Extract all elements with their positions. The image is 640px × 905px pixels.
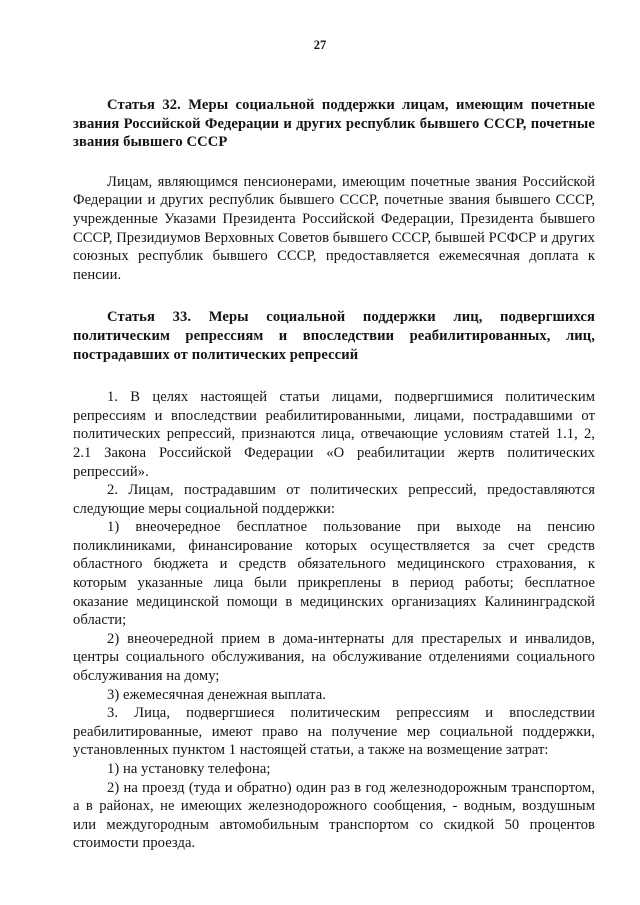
article-33-clause-3-item-2: 2) на проезд (туда и обратно) один раз в год железнодорожным транспортом, а в районах, не имеющих железнодорожного сообщения, - водным, воздушным или междугородным автомобильным транспортом со скидкой 50 процентов стоимости проезда. (73, 779, 595, 852)
article-33-clause-1: 1. В целях настоящей статьи лицами, подвергшимися политическим репрессиям и впоследствии реабилитированными, лицами, пострадавшими от политических репрессий, признаются лица, отвечающие условиям статей 1.1, 2, 2.1 Закона Российской Федерации «О реабилитации жертв политических репрессий». (73, 389, 595, 480)
article-33-clause-2-item-3: 3) ежемесячная денежная выплата. (107, 686, 326, 703)
article-33-clause-3-item-1: 1) на установку телефона; (107, 761, 271, 777)
page-number: 27 (313, 38, 327, 52)
article-33-body (73, 388, 595, 853)
article-32-paragraph: Лицам, являющимся пенсионерами, имеющим почетные звания Российской Федерации и других республик бывшего СССР, почетные звания бывшего СССР, учрежденные Указами Президента Российской Федерации, Президента бывшего СССР, Президиумов Верховных Советов бывшего СССР, бывшей РСФСР и других союзных республик бывшего СССР, предоставляется ежемесячная доплата к пенсии. (73, 173, 595, 283)
article-32-body (73, 173, 595, 285)
article-33 (73, 308, 595, 853)
article-32-title: Статья 32. Меры социальной поддержки лицам, имеющим почетные звания Российской Федерации и других республик бывшего СССР, почетные звания бывшего СССР (73, 97, 595, 151)
article-33-clause-2-item-1: 1) внеочередное бесплатное пользование при выходе на пенсию поликлиниками, финансирование которых осуществляется за счет средств областного бюджета и средств обязательного медицинского страхования, к которым указанные лица были прикреплены в период работы; бесплатное оказание медицинской помощи в медицинских организациях Калининградской области; (73, 519, 595, 629)
article-33-title: Статья 33. Меры социальной поддержки лиц, подвергшихся политическим репрессиям и впоследствии реабилитированных, лиц, пострадавших от политических репрессий (73, 309, 595, 363)
article-32 (73, 96, 595, 284)
document-body (73, 96, 595, 853)
article-33-clause-3: 3. Лица, подвергшиеся политическим репрессиям и впоследствии реабилитированные, имеют право на получение мер социальной поддержки, установленных пунктом 1 настоящей статьи, а также на возмещение затрат: (73, 705, 595, 759)
article-33-clause-2-item-2: 2) внеочередной прием в дома-интернаты для престарелых и инвалидов, центры социального обслуживания, на обслуживание отделениями социального обслуживания на дому; (73, 630, 595, 685)
article-33-clause-2: 2. Лицам, пострадавшим от политических репрессий, предоставляются следующие меры социальной поддержки: (73, 482, 595, 517)
